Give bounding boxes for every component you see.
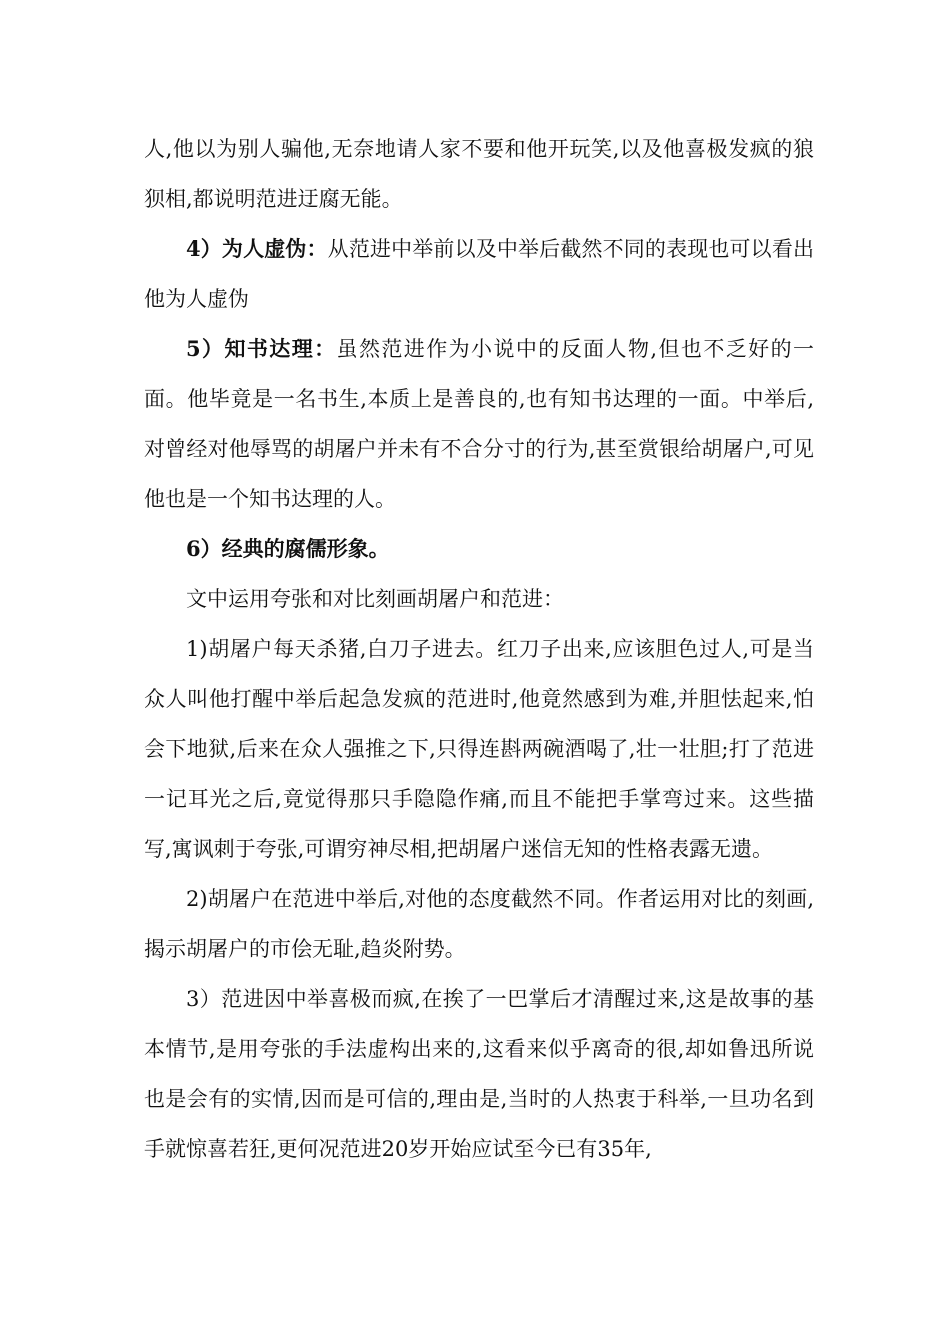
paragraph-text: 2)胡屠户在范进中举后,对他的态度截然不同。作者运用对比的刻画,揭示胡屠户的市侩无耻,趋炎附势。 [144,887,814,961]
paragraph-text: 文中运用夸张和对比刻画胡屠户和范进： [186,587,564,611]
paragraph-pedant [144,524,814,574]
paragraph-text: 从范进中举前以及中举后截然不同的表现也可以看出他为人虚伪 [144,237,814,311]
paragraph-heading: 4）为人虚伪： [186,236,328,261]
document-body [144,124,814,1174]
paragraph-point-1 [144,624,814,874]
paragraph-hypocrisy [144,224,814,324]
paragraph-text: 3）范进因中举喜极而疯,在挨了一巴掌后才清醒过来,这是故事的基本情节,是用夸张的手法虚构出来的,这看来似乎离奇的很,却如鲁迅所说也是会有的实情,因而是可信的,理由是,当时的人热衷于科举,一旦功名到手就惊喜若狂,更何况范进20岁开始应试至今已有35年, [144,987,814,1161]
paragraph-heading: 6）经典的腐儒形象。 [186,536,390,561]
paragraph-text: 1)胡屠户每天杀猪,白刀子进去。红刀子出来,应该胆色过人,可是当众人叫他打醒中举后起急发疯的范进时,他竟然感到为难,并胆怯起来,怕会下地狱,后来在众人强推之下,只得连斟两碗酒喝了,壮一壮胆;打了范进一记耳光之后,竟觉得那只手隐隐作痛,而且不能把手掌弯过来。这些描写,寓讽刺于夸张,可谓穷神尽相,把胡屠户迷信无知的性格表露无遗。 [144,637,814,861]
paragraph-continuation [144,124,814,224]
paragraph-reasonable [144,324,814,524]
paragraph-heading: 5）知书达理： [186,336,337,361]
paragraph-text: 人,他以为别人骗他,无奈地请人家不要和他开玩笑,以及他喜极发疯的狼狈相,都说明范进迂腐无能。 [144,137,814,211]
paragraph-point-2 [144,874,814,974]
paragraph-techniques-intro [144,574,814,624]
paragraph-point-3 [144,974,814,1174]
paragraph-text: 虽然范进作为小说中的反面人物,但也不乏好的一面。他毕竟是一名书生,本质上是善良的,也有知书达理的一面。中举后,对曾经对他辱骂的胡屠户并未有不合分寸的行为,甚至赏银给胡屠户,可见他也是一个知书达理的人。 [144,337,814,511]
